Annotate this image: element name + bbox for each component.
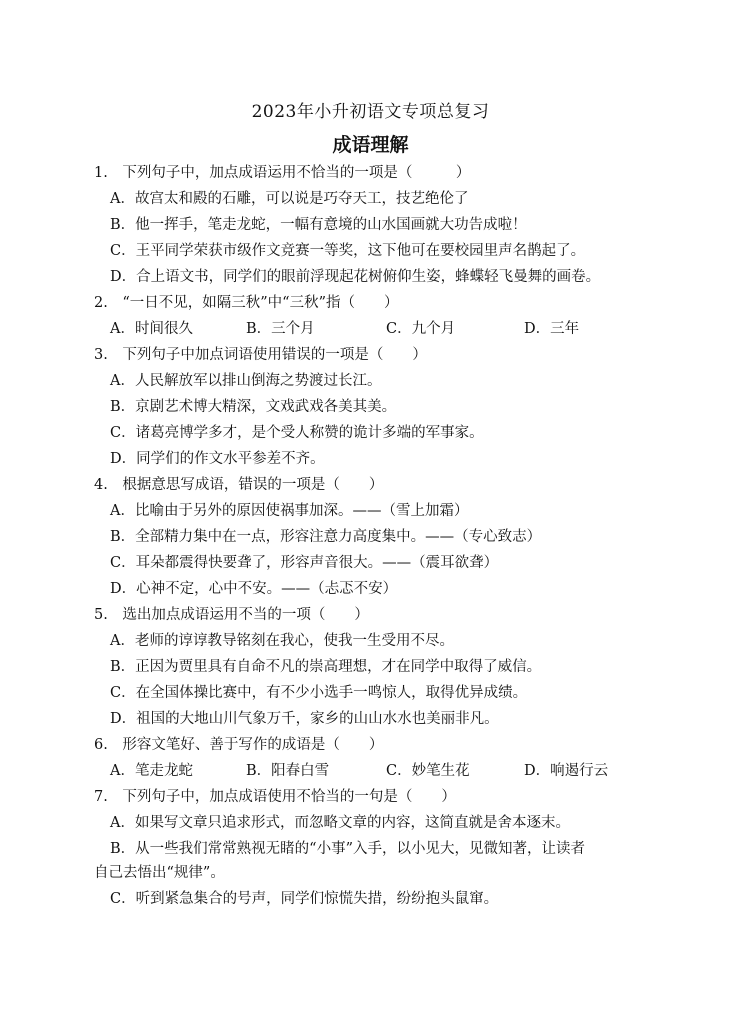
question-7-stem: 7. 下列句子中，加点成语使用不恰当的一句是（ ） (94, 789, 456, 805)
question-4-option-b: B．全部精力集中在一点，形容注意力高度集中。——（专心致志） (110, 529, 542, 545)
page-title: 2023年小升初语文专项总复习 (251, 102, 490, 122)
question-4-stem: 4. 根据意思写成语，错误的一项是（ ） (94, 477, 384, 493)
question-6-stem: 6. 形容文笔好、善于写作的成语是（ ） (94, 737, 384, 753)
question-2-stem: 2. “一日不见，如隔三秋”中“三秋”指（ ） (94, 295, 399, 311)
question-2-option-b: B．三个月 (246, 321, 315, 337)
question-7-option-c: C．听到紧急集合的号声，同学们惊慌失措，纷纷抱头鼠窜。 (110, 891, 499, 907)
question-5-option-a: A．老师的谆谆教导铭刻在我心，使我一生受用不尽。 (110, 633, 454, 649)
question-3-stem: 3. 下列句子中加点词语使用错误的一项是（ ） (94, 347, 427, 363)
question-7-option-b-continued: 自己去悟出“规律”。 (94, 865, 225, 881)
question-1-option-a: A．故宫太和殿的石雕，可以说是巧夺天工，技艺绝伦了 (110, 191, 469, 207)
question-5-option-d: D．祖国的大地山川气象万千，家乡的山山水水也美丽非凡。 (110, 711, 499, 727)
question-6-option-a: A．笔走龙蛇 (110, 763, 193, 779)
question-3-option-d: D．同学们的作文水平参差不齐。 (110, 451, 325, 467)
question-3-option-b: B．京剧艺术博大精深，文戏武戏各美其美。 (110, 399, 397, 415)
question-4-option-d: D．心神不定，心中不安。——（忐忑不安） (110, 581, 398, 597)
question-6-option-d: D．响遏行云 (524, 763, 609, 779)
question-4-option-a: A．比喻由于另外的原因使祸事加深。——（雪上加霜） (110, 503, 469, 519)
question-5-option-b: B．正因为贾里具有自命不凡的崇高理想，才在同学中取得了威信。 (110, 659, 542, 675)
question-5-stem: 5. 选出加点成语运用不当的一项（ ） (94, 607, 369, 623)
question-3-option-a: A．人民解放军以排山倒海之势渡过长江。 (110, 373, 382, 389)
question-4-option-c: C．耳朵都震得快要聋了，形容声音很大。——（震耳欲聋） (110, 555, 499, 571)
question-2-option-c: C．九个月 (386, 321, 456, 337)
question-1-option-b: B．他一挥手，笔走龙蛇，一幅有意境的山水国画就大功告成啦！ (110, 217, 527, 233)
question-1-option-c: C．王平同学荣获市级作文竞赛一等奖，这下他可在要校园里声名鹊起了。 (110, 243, 586, 259)
question-5-option-c: C．在全国体操比赛中，有不少小选手一鸣惊人，取得优异成绩。 (110, 685, 528, 701)
question-7-option-a: A．如果写文章只追求形式，而忽略文章的内容，这简直就是舍本逐末。 (110, 815, 570, 831)
question-2-option-a: A．时间很久 (110, 321, 193, 337)
question-7-option-b: B．从一些我们常常熟视无睹的“小事”入手，以小见大，见微知著，让读者 (110, 841, 585, 857)
page-subtitle: 成语理解 (332, 134, 409, 156)
question-3-option-c: C．诸葛亮博学多才，是个受人称赞的诡计多端的军事家。 (110, 425, 484, 441)
question-6-option-b: B．阳春白雪 (246, 763, 330, 779)
question-6-option-c: C．妙笔生花 (386, 763, 470, 779)
question-2-option-d: D．三年 (524, 321, 580, 337)
question-1-option-d: D．合上语文书，同学们的眼前浮现起花树俯仰生姿，蜂蝶轻飞曼舞的画卷。 (110, 269, 601, 285)
question-1-stem: 1. 下列句子中，加点成语运用不恰当的一项是（ ） (94, 165, 471, 181)
